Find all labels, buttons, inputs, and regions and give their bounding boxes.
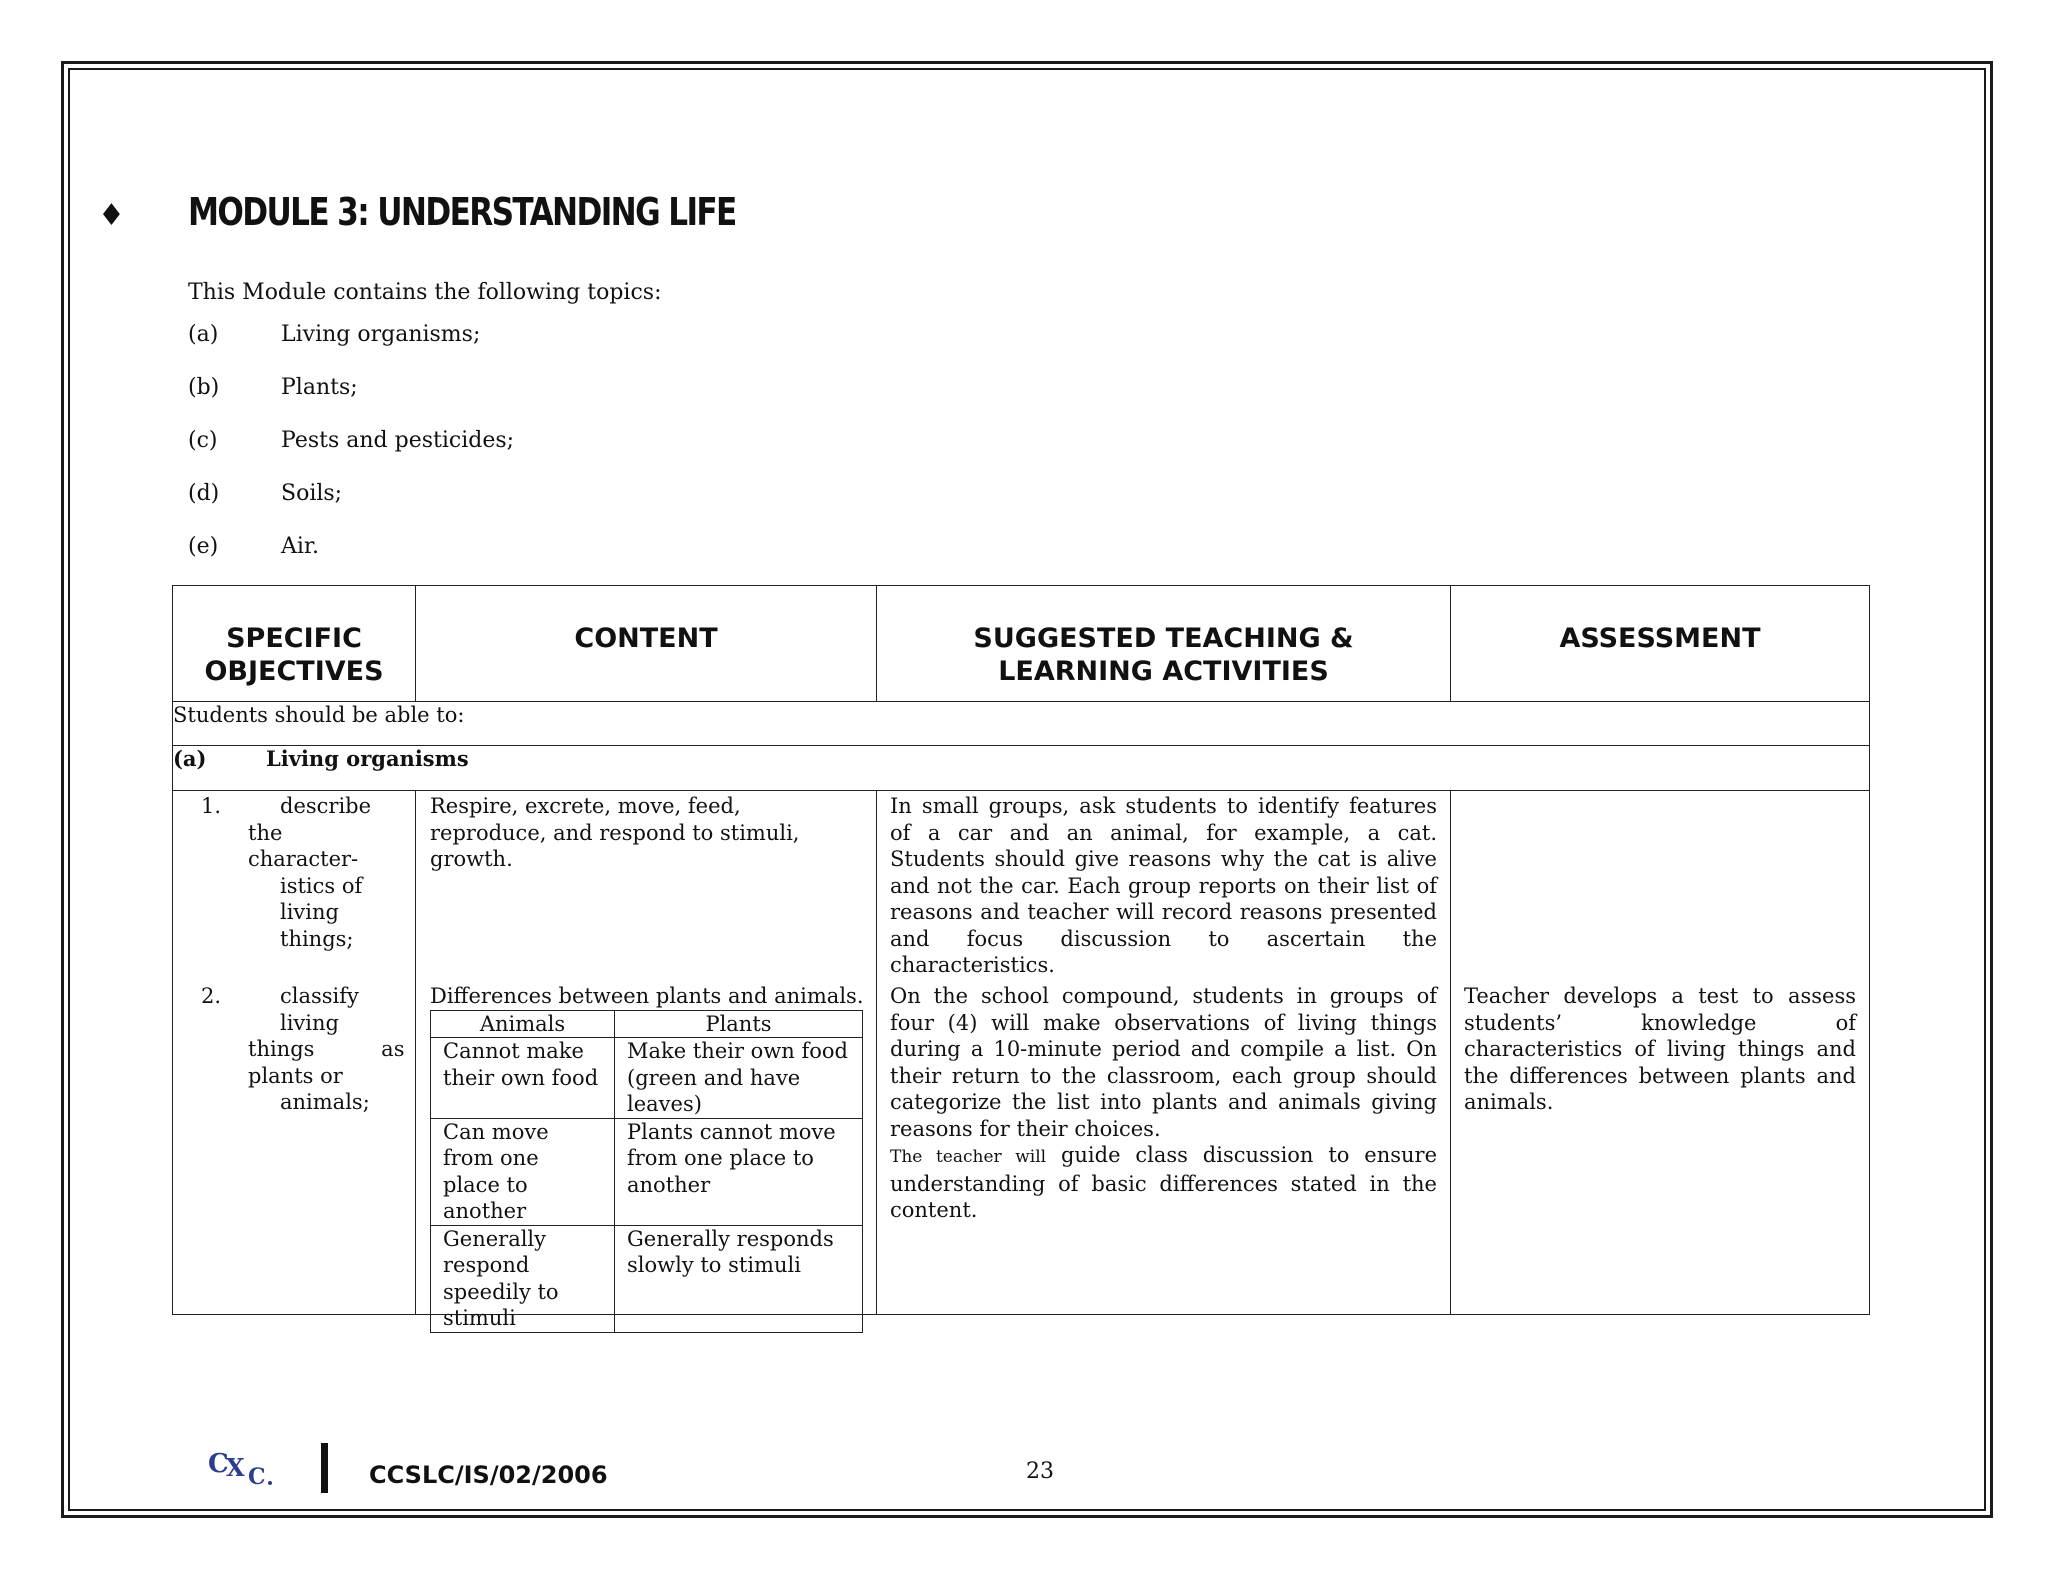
activity-2 (890, 983, 1437, 1224)
activities-cell (877, 791, 1451, 1315)
topic-text: Soils; (281, 481, 343, 506)
objective-line: things as (248, 1037, 405, 1061)
section-label: (a) (173, 746, 207, 771)
table-row (431, 1225, 863, 1332)
heading-bullet: ♦ (98, 198, 125, 233)
plants-cell: Plants cannot move from one place to another (615, 1118, 863, 1225)
topic-label: (e) (188, 534, 219, 559)
cxc-logo-icon (208, 1446, 282, 1488)
students-row (173, 702, 1870, 746)
footer-divider (321, 1443, 328, 1493)
objective-line: describe (280, 794, 372, 818)
topic-label: (d) (188, 481, 220, 506)
plants-cell: Generally responds slowly to stimuli (615, 1225, 863, 1332)
col-animals: Animals (431, 1010, 615, 1038)
activity-2-text: On the school compound, students in groups of four (4) will make observations of living things during a 10-minute period and compile a list. On their return to the classroom, each group should categorize the list into plants and animals giving reasons for their choices. (890, 984, 1437, 1141)
objective-line: animals; (280, 1090, 370, 1114)
topic-label: (c) (188, 428, 218, 453)
topic-item (188, 479, 342, 509)
topic-text: Pests and pesticides; (281, 428, 515, 453)
animals-cell: Can move from one place to another (431, 1118, 615, 1225)
activity-2-text-cont: guide class discussion to ensure understanding of basic differences stated in the content. (890, 1143, 1437, 1222)
topic-text: Air. (281, 534, 320, 559)
table-row (431, 1038, 863, 1119)
topic-item (188, 373, 358, 403)
header-assessment: ASSESSMENT (1451, 586, 1870, 702)
table-row (173, 791, 1870, 1315)
svg-text:C: C (208, 1449, 229, 1479)
objective-2 (187, 983, 405, 1116)
topic-item (188, 426, 514, 456)
page-number: 23 (1026, 1459, 1054, 1484)
objective-line: the character- (248, 820, 359, 871)
module-title: MODULE 3: UNDERSTANDING LIFE (188, 190, 736, 234)
table-header-row (173, 586, 1870, 702)
topic-label: (a) (188, 322, 219, 347)
objectives-cell (173, 791, 416, 1315)
table-row (431, 1118, 863, 1225)
assessment-cell (1451, 791, 1870, 1315)
objective-line: things; (280, 926, 354, 951)
objective-line: plants or (248, 1063, 343, 1088)
header-content: CONTENT (416, 586, 877, 702)
content-2 (430, 983, 864, 1333)
objective-1 (187, 793, 397, 952)
objective-number: 2. (201, 984, 222, 1008)
svg-text:X: X (226, 1453, 245, 1482)
comparison-table (430, 1010, 863, 1333)
topic-text: Plants; (281, 375, 358, 400)
header-activities: SUGGESTED TEACHING & LEARNING ACTIVITIES (877, 586, 1451, 702)
section-title: Living organisms (266, 746, 469, 771)
objective-number: 1. (201, 794, 222, 818)
topic-text: Living organisms; (281, 322, 481, 347)
content-1: Respire, excrete, move, feed, reproduce, and respond to stimuli, growth. (430, 794, 800, 871)
syllabus-table (172, 585, 1870, 1330)
objective-line: istics of (280, 873, 363, 898)
header-objectives: SPECIFIC OBJECTIVES (173, 586, 416, 702)
comparison-caption: Differences between plants and animals. (430, 984, 864, 1008)
section-heading (173, 746, 1870, 791)
module-intro: This Module contains the following topics: (188, 280, 662, 305)
plants-cell: Make their own food (green and have leaves) (615, 1038, 863, 1119)
assessment-2: Teacher develops a test to assess students’ knowledge of characteristics of living things and the differences between plants and animals. (1464, 984, 1856, 1114)
students-row-text: Students should be able to: (173, 702, 1870, 746)
animals-cell: Generally respond speedily to stimuli (431, 1225, 615, 1332)
activity-1: In small groups, ask students to identify features of a car and an animal, for example, a cat. Students should give reasons why the cat is alive and not the car. Each group reports on their list of reasons and teacher will record reasons presented and focus discussion to ascertain the characteristics. (890, 794, 1437, 977)
topic-item (188, 532, 319, 562)
comparison-header-row (431, 1010, 863, 1038)
document-code: CCSLC/IS/02/2006 (369, 1461, 608, 1489)
animals-cell: Cannot make their own food (431, 1038, 615, 1119)
topic-label: (b) (188, 375, 220, 400)
objective-line: living (280, 900, 339, 924)
topic-item (188, 320, 480, 350)
svg-text:C: C (248, 1464, 266, 1488)
content-cell (416, 791, 877, 1330)
section-row (173, 746, 1870, 791)
objective-line: living (280, 1010, 339, 1035)
activity-2-small-text: The teacher will (890, 1147, 1047, 1167)
col-plants: Plants (615, 1010, 863, 1038)
objective-line: classify (280, 984, 359, 1008)
